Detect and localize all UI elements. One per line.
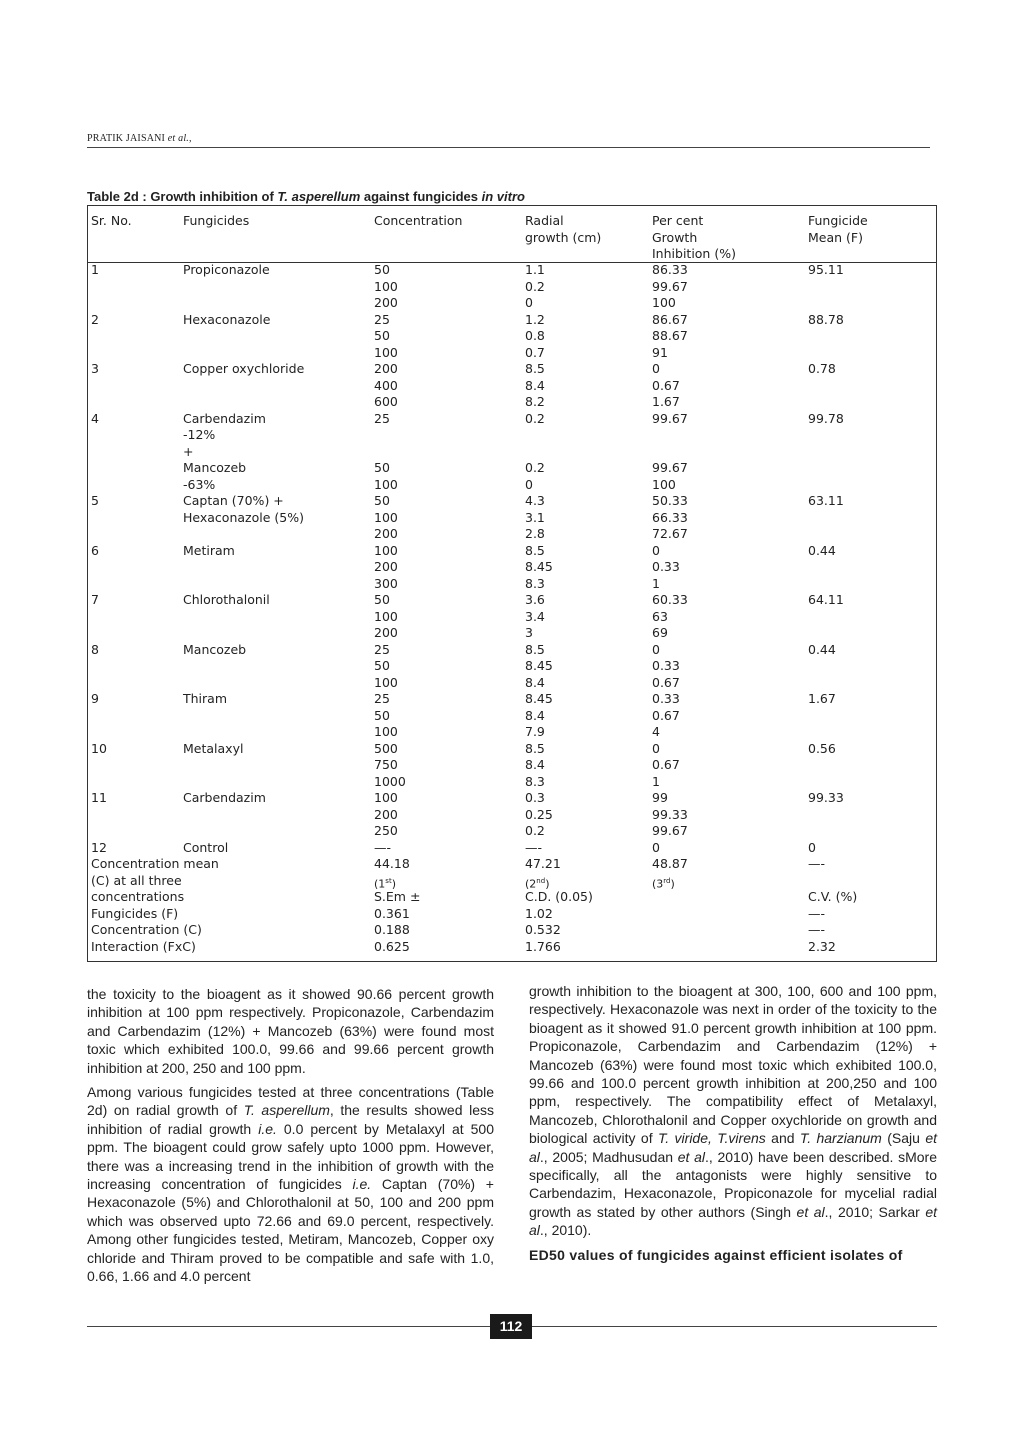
summary-cell-label: Concentration mean [91,856,219,871]
table-cell-growth: 8.4 [525,757,545,772]
summary-cell-c1: 0.361 [374,905,410,921]
citation-etal: et al [529,1203,937,1239]
table-title-prefix: Table 2d : Growth inhibition of [87,189,278,204]
table-cell-sr: 8 [91,641,99,657]
ordinal-close: ) [545,877,550,891]
running-head [87,133,192,144]
table-cell-inhib: 0.33 [652,559,680,574]
species-name: T. asperellum [243,1102,330,1119]
table-cell-conc: 100 [374,608,398,624]
left-paragraph-2 [87,1083,494,1285]
table-cell-inhib: 99.33 [652,806,688,822]
summary-cell-label: (C) at all three [91,872,182,888]
summary-ordinal-c3 [652,873,675,893]
table-cell-growth: 3.4 [525,608,545,624]
table-cell-mean: 95.11 [808,262,844,277]
citation-etal: et al [796,1203,825,1220]
table-cell-inhib: 0.67 [652,707,680,723]
table-cell-inhib: 0 [652,361,660,376]
summary-cell-c1: 0.625 [374,938,410,954]
table-cell-sr: 6 [91,542,99,558]
table-cell-inhib: 50.33 [652,493,688,508]
table-cell-name: Chlorothalonil [183,592,270,607]
table-cell-conc: 50 [374,328,390,343]
ordinal-base: (3 [652,877,664,891]
table-cell-inhib: 0 [652,641,660,657]
section-heading: ED50 values of fungicides against efficient isolates of [529,1246,903,1263]
table-cell-name: + [183,443,194,459]
table-cell-sr: 11 [91,790,107,805]
summary-cell-c4: —- [808,905,826,921]
table-cell-growth: 8.5 [525,542,545,558]
ordinal-close: ) [670,877,675,891]
text-run: growth inhibition to the bioagent at 300, 100, 600 and 100 ppm, respectively. Hexaconazole was next in order of the toxicity to the bioagent as it showed 91.0 percent growth inhibition at 100 ppm. Propiconazole, Carbendazim and Carbendazim (12%) + Mancozeb (63%) were found most toxic which exhibited 100.0, 99.66 and 100.0 percent growth inhibition at 200,250 and 100 ppm, respectively. The compatibility effect of Metalaxyl, Mancozeb, Chlorothalonil and Copper oxychloride on growth and biological activity of [529,983,937,1147]
header-mean-line1: Fungicide [808,213,868,228]
table-cell-conc: 25 [374,311,390,327]
table-cell-growth: 1.1 [525,262,545,277]
table-cell-conc: 50 [374,460,390,475]
running-head-author: PRATIK JAISANI [87,133,166,144]
summary-cell-c2: 1.766 [525,938,561,954]
text-run: ., 2010; Sarkar [824,1203,926,1220]
summary-cell-label: Concentration (C) [91,922,202,937]
table-cell-conc: 1000 [374,773,406,789]
table-cell-inhib: 63 [652,608,668,624]
table-cell-inhib: 91 [652,344,668,360]
table-cell-inhib: 86.67 [652,311,688,327]
ordinal-suffix: st [385,876,392,885]
summary-cell-c2: 1.02 [525,905,553,921]
table-cell-mean: 0.78 [808,361,836,376]
text-run: , the results showed less inhibition of radial growth [87,1102,494,1137]
table-cell-inhib: 1 [652,773,660,789]
footer-rule-right [532,1326,937,1327]
text-run: ., 2010) have been described. sMore specifically, all the antagonists were highly sensitive to Carbendazim, Hexaconazole, Propiconazole for mycelial radial growth as stated by other authors (Singh [529,1148,938,1220]
table-cell-inhib: 0 [652,542,660,558]
table-cell-growth: 0 [525,476,533,492]
summary-cell-c3: 48.87 [652,856,688,871]
abbreviation: i.e. [258,1120,277,1137]
table-cell-mean: 88.78 [808,311,844,327]
table-cell-conc: 750 [374,757,398,772]
ordinal-base: (1 [374,877,386,891]
table-cell-name: Carbendazim [183,410,266,426]
table-cell-sr: 4 [91,410,99,426]
table-title-species: T. asperellum [277,189,361,204]
table-cell-growth: 0.2 [525,410,545,426]
summary-cell-c4: 2.32 [808,938,836,954]
table-cell-growth: 0.7 [525,344,545,360]
header-percent-line1: Per cent [652,213,704,228]
table-cell-mean: 0.44 [808,641,836,657]
table-cell-inhib: 60.33 [652,592,688,607]
running-head-etal: et al., [167,133,192,144]
table-cell-conc: 50 [374,658,390,673]
table-cell-inhib: 100 [652,295,676,310]
table-cell-conc: 100 [374,476,398,492]
table-cell-inhib: 0.67 [652,757,680,772]
table-cell-mean: 63.11 [808,493,844,508]
table-cell-name: Propiconazole [183,262,270,277]
table-cell-sr: 10 [91,740,107,756]
table-cell-conc: 200 [374,526,398,541]
table-cell-sr: 2 [91,311,99,327]
text-run: ., 2010). [539,1222,592,1239]
table-cell-mean: 0.44 [808,542,836,558]
table-cell-conc: 50 [374,262,390,277]
table-cell-sr: 3 [91,361,99,376]
table-cell-inhib: 88.67 [652,328,688,343]
table-cell-growth: 4.3 [525,493,545,508]
header-percent-line2: Growth [652,229,698,245]
table-cell-sr: 1 [91,262,99,277]
table-cell-mean: 0 [808,839,816,855]
table-cell-growth: 8.5 [525,641,545,657]
table-cell-growth: 8.45 [525,691,553,706]
table-cell-growth: 0.8 [525,328,545,343]
table-cell-growth: 0.25 [525,806,553,822]
table-cell-growth: 8.3 [525,575,545,591]
table-cell-conc: 50 [374,707,390,723]
header-percent-line3: Inhibition (%) [652,246,736,261]
table-cell-name: -12% [183,427,216,442]
table-cell-name: Metiram [183,542,235,558]
left-paragraph-1: the toxicity to the bioagent as it showed 90.66 percent growth inhibition at 100 ppm respectively. Propiconazole, Carbendazim and Carbendazim (12%) + Mancozeb (63%) were found most toxic which exhibited 100.0, 99.66 and 99.66 percent growth inhibition at 200, 250 and 100 ppm. [87,986,494,1076]
table-cell-sr: 5 [91,493,99,508]
table-cell-conc: 100 [374,790,398,805]
table-cell-growth: 8.5 [525,361,545,376]
table-cell-conc: 100 [374,542,398,558]
right-paragraph-1 [529,982,937,1240]
ordinal-base: (2 [525,877,537,891]
table-cell-conc: 200 [374,625,398,640]
table-cell-name: Control [183,839,229,855]
table-cell-conc: 25 [374,410,390,426]
table-cell-growth: 0.2 [525,823,545,838]
table-cell-inhib: 69 [652,625,668,640]
table-cell-conc: 600 [374,394,398,409]
table-title-suffix: in vitro [481,189,525,204]
table-cell-growth: 0 [525,295,533,310]
table-cell-conc: 200 [374,295,398,310]
table-title [87,189,525,204]
table-cell-conc: 200 [374,559,398,574]
table-cell-inhib: 99 [652,790,668,805]
table-cell-conc: 250 [374,823,398,838]
table-cell-growth: 3.1 [525,509,545,525]
text-run: 0.0 percent by Metalaxyl at 500 ppm. The bioagent could grow safely upto 1000 ppm. However, there was a increasing trend in the inhibition of growth with the increasing concentration of fungicides [87,1120,494,1193]
ordinal-close: ) [391,877,396,891]
table-cell-inhib: 72.67 [652,526,688,541]
header-concentration: Concentration [374,213,463,228]
header-radial-line1: Radial [525,213,564,228]
table-cell-growth: 8.3 [525,773,545,789]
table-cell-conc: 50 [374,493,390,508]
right-column [529,982,937,1270]
table-cell-name: Metalaxyl [183,740,244,756]
table-cell-growth: 8.45 [525,658,553,673]
table-cell-name: Mancozeb [183,460,247,475]
table-cell-growth: 3 [525,625,533,640]
citation-etal: et al [529,1130,937,1165]
table-cell-conc: 200 [374,361,398,376]
table-cell-inhib: 0.33 [652,658,680,673]
table-cell-inhib: 1.67 [652,394,680,409]
summary-cell-c4: —- [808,922,826,937]
table-cell-inhib: 99.67 [652,823,688,838]
table-cell-inhib: 100 [652,476,676,492]
table-cell-growth: 8.4 [525,674,545,690]
species-name: T. viride, T.virens [658,1130,766,1147]
table-cell-growth: 8.4 [525,377,545,393]
table-cell-mean: 0.56 [808,740,836,756]
header-rule [87,147,930,148]
table-cell-growth: 0.2 [525,278,545,294]
table-cell-growth: 8.5 [525,740,545,756]
table-cell-growth: 1.2 [525,311,545,327]
text-run: Captan (70%) + Hexaconazole (5%) and Chlorothalonil at 50, 100 and 200 ppm which was observed upto 72.66 and 69.0 percent, respectively. Among other fungicides tested, Metiram, Mancozeb, Copper oxy chloride and Thiram proved to be compatible and safe with 1.0, 0.66, 1.66 and 4.0 percent [87,1176,494,1285]
table-cell-inhib: 4 [652,724,660,739]
table-cell-inhib: 66.33 [652,509,688,525]
table-cell-growth: 7.9 [525,724,545,739]
ordinal-suffix: rd [663,876,671,885]
summary-cell-c1: 44.18 [374,856,410,871]
table-cell-name: Captan (70%) + [183,493,284,508]
text-run: and [765,1130,800,1147]
text-run: Among various fungicides tested at three concentrations (Table 2d) on radial growth of [87,1084,494,1119]
table-cell-inhib: 0.67 [652,674,680,690]
table-cell-sr: 9 [91,691,99,706]
table-cell-conc: 100 [374,278,398,294]
table-cell-name: Mancozeb [183,641,247,657]
summary-cell-c2: 0.532 [525,922,561,937]
table-cell-sr: 12 [91,839,107,855]
table-cell-conc: 100 [374,344,398,360]
table-cell-inhib: 99.67 [652,460,688,475]
table-cell-sr: 7 [91,592,99,607]
table-cell-inhib: 0 [652,839,660,855]
table-cell-conc: 25 [374,691,390,706]
table-cell-growth: —- [525,839,543,855]
table-cell-inhib: 99.67 [652,410,688,426]
header-radial-line2: growth (cm) [525,229,602,245]
summary-cell-c2: 47.21 [525,856,561,871]
header-sr: Sr. No. [91,213,132,228]
table-cell-inhib: 86.33 [652,262,688,277]
table-cell-mean: 1.67 [808,691,836,706]
table-cell-conc: 100 [374,724,398,739]
table-cell-conc: 100 [374,674,398,690]
table-cell-name: Hexaconazole (5%) [183,509,304,525]
summary-cell-c4: C.V. (%) [808,889,858,904]
summary-cell-label: Fungicides (F) [91,905,179,921]
table-cell-name: Copper oxychloride [183,361,305,376]
table-cell-mean: 99.78 [808,410,844,426]
table-title-middle: against fungicides [360,189,482,204]
table-cell-growth: 0.2 [525,460,545,475]
table-cell-conc: 400 [374,377,398,393]
table-cell-inhib: 99.67 [652,278,688,294]
header-fungicides: Fungicides [183,213,250,228]
table-cell-growth: 8.45 [525,559,553,574]
summary-cell-c1: S.Em ± [374,889,421,904]
table-cell-growth: 8.2 [525,394,545,409]
table-cell-name: -63% [183,476,216,492]
summary-cell-c2: C.D. (0.05) [525,889,593,904]
table-cell-conc: 25 [374,641,390,657]
table-cell-mean: 99.33 [808,790,844,805]
text-run: (Saju [881,1130,926,1147]
page-number: 112 [490,1314,532,1339]
table-cell-inhib: 1 [652,575,660,591]
ordinal-suffix: nd [536,876,546,885]
species-name: T. harzianum [799,1130,882,1147]
summary-cell-c1: 0.188 [374,922,410,937]
table-cell-conc: 100 [374,509,398,525]
text-run: ., 2005; Madhusudan [539,1148,678,1165]
header-mean-line2: Mean (F) [808,229,863,245]
table-cell-conc: 50 [374,592,390,607]
table-cell-conc: 300 [374,575,398,591]
citation-etal: et al [677,1148,705,1165]
table-cell-name: Carbendazim [183,790,266,805]
summary-cell-c4: —- [808,856,826,871]
table-cell-mean: 64.11 [808,592,844,607]
table-cell-conc: 200 [374,806,398,822]
summary-cell-label: concentrations [91,889,185,904]
table-cell-growth: 8.4 [525,707,545,723]
left-column [87,985,494,1292]
table-cell-inhib: 0.33 [652,691,680,706]
table-cell-name: Hexaconazole [183,311,271,327]
footer-rule-left [87,1326,490,1327]
table-cell-name: Thiram [183,691,228,706]
table-cell-growth: 0.3 [525,790,545,805]
table-cell-inhib: 0.67 [652,377,680,393]
table-cell-growth: 3.6 [525,592,545,607]
table-cell-conc: 500 [374,740,398,756]
abbreviation: i.e. [352,1176,372,1193]
table-cell-growth: 2.8 [525,526,545,541]
table-cell-conc: —- [374,839,392,855]
summary-cell-label: Interaction (FxC) [91,938,196,954]
table-cell-inhib: 0 [652,740,660,756]
